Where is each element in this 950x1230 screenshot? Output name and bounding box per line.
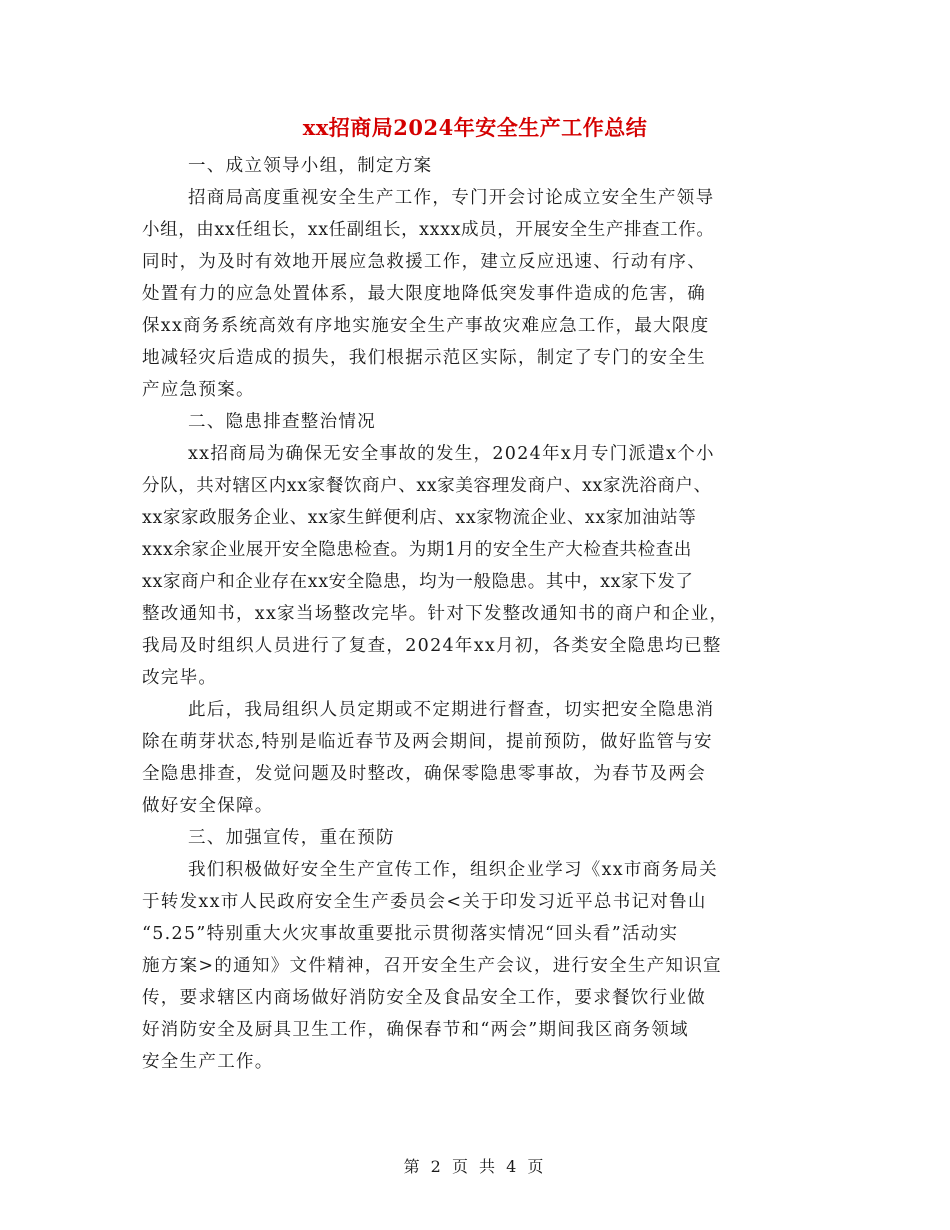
paragraph-line: 除在萌芽状态,特别是临近春节及两会期间，提前预防，做好监管与安 <box>142 732 713 752</box>
paragraph-line: 整改通知书，xx家当场整改完毕。针对下发整改通知书的商户和企业， <box>142 604 729 624</box>
paragraph-line: 同时，为及时有效地开展应急救援工作，建立反应迅速、行动有序、 <box>142 252 706 272</box>
paragraph-line: 好消防安全及厨具卫生工作，确保春节和“两会”期间我区商务领域 <box>142 1020 689 1040</box>
paragraph-line: 我局及时组织人员进行了复查，2024年xx月初，各类安全隐患均已整 <box>142 636 722 656</box>
paragraph-line: 处置有力的应急处置体系，最大限度地降低突发事件造成的危害，确 <box>142 284 706 304</box>
paragraph-line: 此后，我局组织人员定期或不定期进行督查，切实把安全隐患消 <box>188 700 715 720</box>
paragraph-line: 于转发xx市人民政府安全生产委员会<关于印发习近平总书记对鲁山 <box>142 892 707 912</box>
paragraph-line: 招商局高度重视安全生产工作，专门开会讨论成立安全生产领导 <box>188 188 715 208</box>
paragraph-line: xx家商户和企业存在xx安全隐患，均为一般隐患。其中，xx家下发了 <box>142 572 694 592</box>
paragraph-line: 做好安全保障。 <box>142 796 274 816</box>
paragraph-line: xx招商局为确保无安全事故的发生，2024年x月专门派遣x个小 <box>188 444 715 464</box>
paragraph-line: 地减轻灾后造成的损失，我们根据示范区实际，制定了专门的安全生 <box>142 348 706 368</box>
paragraph-line: xx家家政服务企业、xx家生鲜便利店、xx家物流企业、xx家加油站等 <box>142 508 697 528</box>
document-title: xx招商局2024年安全生产工作总结 <box>302 115 648 140</box>
paragraph-line: 分队，共对辖区内xx家餐饮商户、xx家美容理发商户、xx家洗浴商户、 <box>142 476 712 496</box>
section-heading-3: 三、加强宣传，重在预防 <box>188 828 395 848</box>
paragraph-line: 保xx商务系统高效有序地实施安全生产事故灾难应急工作，最大限度 <box>142 316 710 336</box>
paragraph-line: 全隐患排查，发觉问题及时整改，确保零隐患零事故，为春节及两会 <box>142 764 706 784</box>
page-number-footer: 第 2 页 共 4 页 <box>403 1157 547 1176</box>
paragraph-line: “5.25”特别重大火灾事故重要批示贯彻落实情况“回头看”活动实 <box>142 924 679 944</box>
paragraph-line: 改完毕。 <box>142 668 218 688</box>
section-heading-2: 二、隐患排查整治情况 <box>188 412 376 432</box>
paragraph-line: xxx余家企业展开安全隐患检查。为期1月的安全生产大检查共检查出 <box>142 540 692 560</box>
paragraph-line: 我们积极做好安全生产宣传工作，组织企业学习《xx市商务局关 <box>188 860 718 880</box>
paragraph-line: 产应急预案。 <box>142 380 255 400</box>
document-body <box>142 150 822 1078</box>
section-heading-1: 一、成立领导小组，制定方案 <box>188 156 433 176</box>
paragraph-line: 小组，由xx任组长，xx任副组长，xxxx成员，开展安全生产排查工作。 <box>142 220 715 240</box>
paragraph-line: 施方案>的通知》文件精神，召开安全生产会议，进行安全生产知识宣 <box>142 956 722 976</box>
paragraph-line: 安全生产工作。 <box>142 1052 274 1072</box>
paragraph-line: 传，要求辖区内商场做好消防安全及食品安全工作，要求餐饮行业做 <box>142 988 706 1008</box>
